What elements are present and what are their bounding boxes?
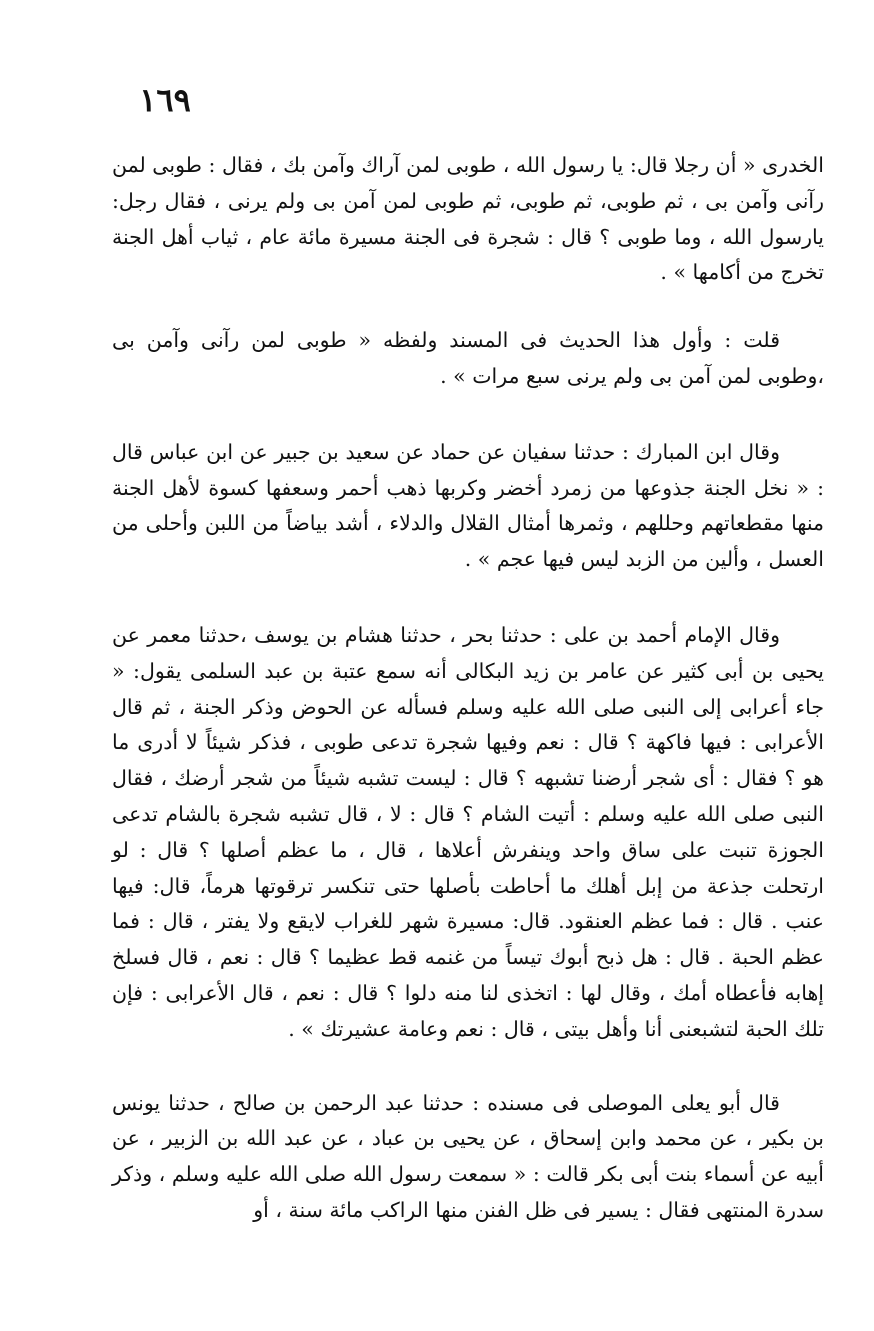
page-body <box>112 148 824 1229</box>
paragraph-abu-yala: قال أبو يعلى الموصلى فى مسنده : حدثنا عبد الرحمن بن صالح ، حدثنا يونس بن بكير ، عن محمد وابن إسحاق ، عن يحيى بن عباد ، عن عبد الله بن الزبير ، عن أبيه عن أسماء بنت أبى بكر قالت : « سمعت رسول الله صلى الله عليه وسلم ، وذكر سدرة المنتهى فقال : يسير فى ظل الفنن منها الراكب مائة سنة ، أو <box>112 1090 824 1222</box>
paragraph-khudri-tuba: الخدرى « أن رجلا قال: يا رسول الله ، طوبى لمن آراك وآمن بك ، فقال : طوبى لمن رآنى وآمن بى ، ثم طوبى، ثم طوبى، ثم طوبى لمن آمن بى ولم يرنى ، فقال رجل: يارسول الله ، وما طوبى ؟ قال : شجرة فى الجنة مسيرة مائة عام ، ثياب أهل الجنة تخرج من أكامها » . <box>112 153 824 285</box>
paragraph-ibn-mubarak: وقال ابن المبارك : حدثنا سفيان عن حماد عن سعيد بن جبير عن ابن عباس قال : « نخل الجنة جذوعها من زمرد أخضر وكربها ذهب أحمر وسعفها كسوة لأهل الجنة منها مقطعاتهم وحللهم ، وثمرها أمثال القلال والدلاء ، أشد بياضاً من اللبن وأحلى من العسل ، وألين من الزبد ليس فيها عجم » . <box>112 439 824 572</box>
paragraph-imam-ahmad: وقال الإمام أحمد بن على : حدثنا بحر ، حدثنا هشام بن يوسف ،حدثنا معمر عن يحيى بن أبى كثير عن عامر بن زيد البكالى أنه سمع عتبة بن عبد السلمى يقول: « جاء أعرابى إلى النبى صلى الله عليه وسلم فسأله عن الحوض وذكر الجنة ، ثم قال الأعرابى : فيها فاكهة ؟ قال : نعم وفيها شجرة تدعى طوبى ، فذكر شيئاً لا أدرى ما هو ؟ فقال : أى شجر أرضنا تشبهه ؟ قال : ليست تشبه شيئاً من شجر أرضك ، فقال النبى صلى الله عليه وسلم : أتيت الشام ؟ قال : لا ، قال تشبه شجرة بالشام تدعى الجوزة تنبت على ساق واحد وينفرش أعلاها ، قال ، ما عظم أصلها ؟ قال : لو ارتحلت جذعة من إبل أهلك ما أحاطت بأصلها حتى تنكسر ترقوتها هرماً، قال: فيها عنب . قال : فما عظم العنقود. قال: مسيرة شهر للغراب لايقع ولا يفتر ، قال : فما عظم الحبة . قال : هل ذبح أبوك تيساً من غنمه قط عظيما ؟ قال : نعم ، قال فسلخ إهابه فأعطاه أمك ، وقال لها : اتخذى لنا منه دلوا ؟ قال : نعم ، قال الأعرابى : فإن تلك الحبة لتشبعنى أنا وأهل بيتى ، قال : نعم وعامة عشيرتك » . <box>112 622 824 1041</box>
paragraph-musnad-note: قلت : وأول هذا الحديث فى المسند ولفظه « طوبى لمن رآنى وآمن بى ،وطوبى لمن آمن بى ولم يرنى سبع مرات » . <box>112 328 824 388</box>
page-number: ١٦٩ <box>139 81 191 119</box>
